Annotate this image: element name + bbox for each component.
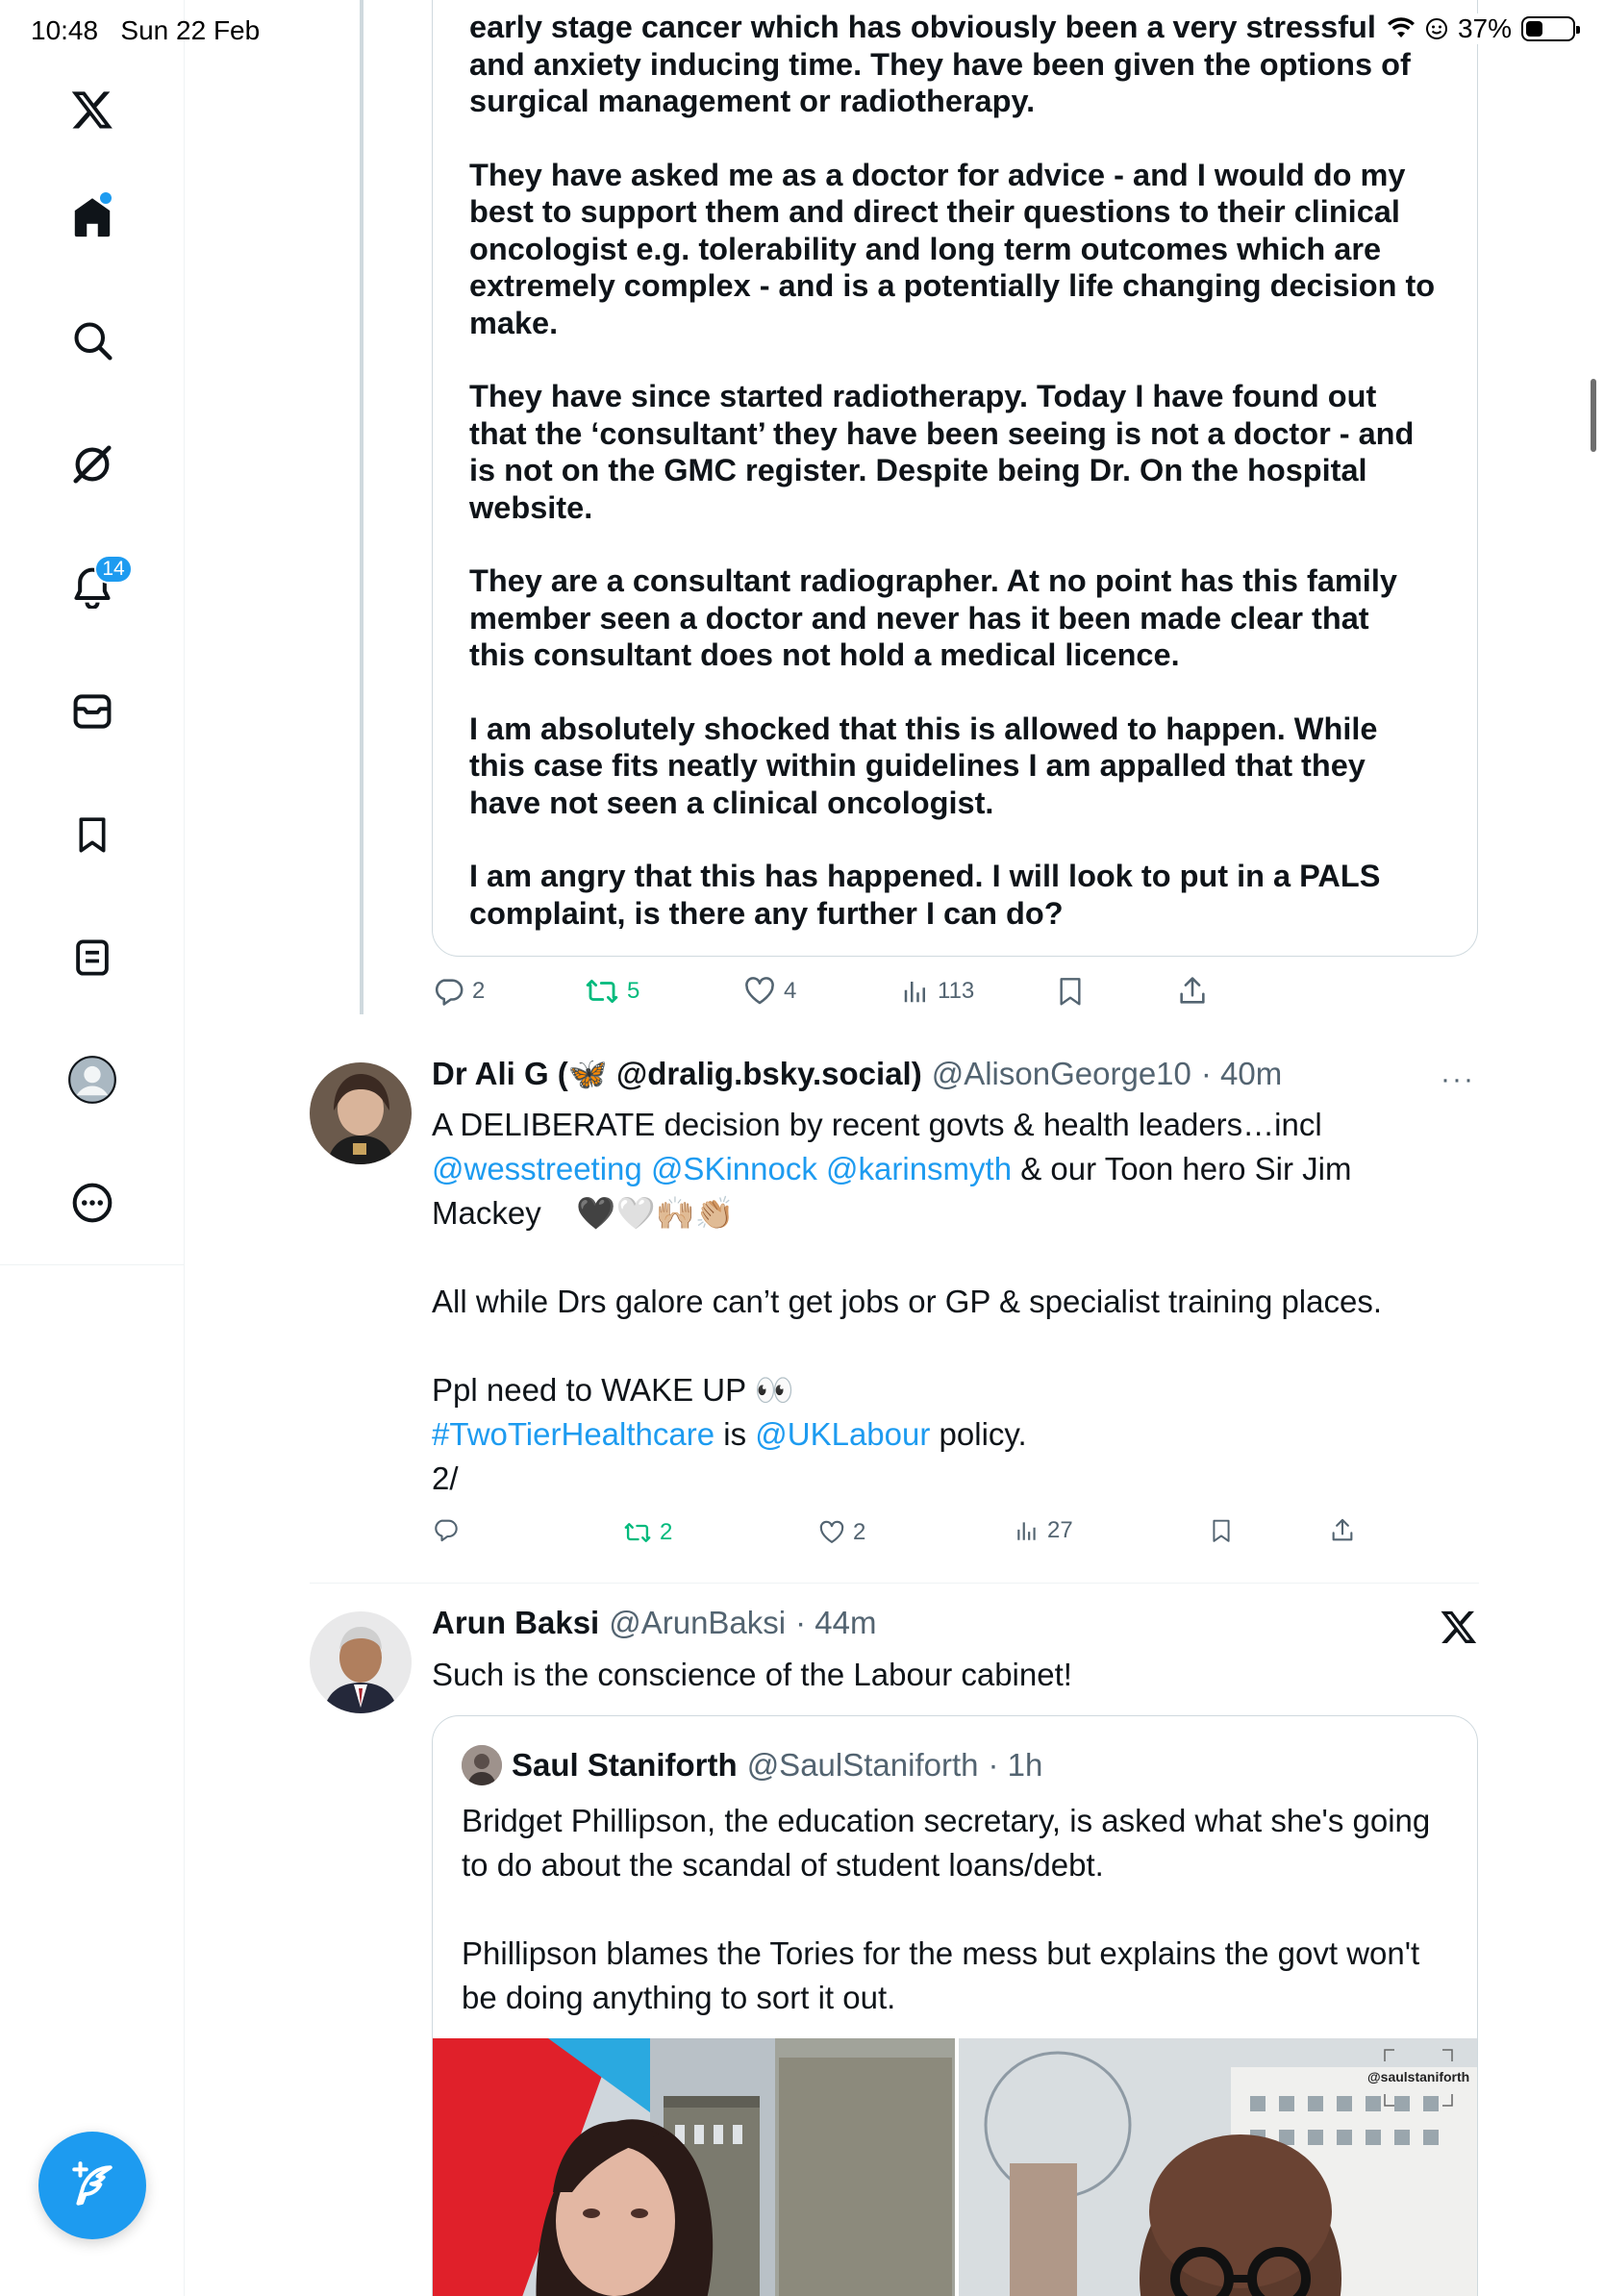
reply-icon (432, 1516, 459, 1543)
mention-link[interactable]: @karinsmyth (826, 1151, 1013, 1186)
timestamp[interactable]: · 44m (795, 1605, 877, 1640)
like-button[interactable]: 2 (818, 1519, 865, 1546)
more-options-icon[interactable]: ··· (1441, 1063, 1475, 1095)
profile-avatar-icon[interactable] (54, 1041, 131, 1118)
lists-icon[interactable] (54, 919, 131, 996)
quoted-post-paragraph: They have since started radiotherapy. Today I have found out that the ‘consultant’ they have been seeing is not a doctor - and is not on the GMC register. Despite being Dr. On the hospital website. (469, 379, 1415, 525)
heart-icon (818, 1519, 845, 1546)
display-name[interactable]: Arun Baksi (432, 1605, 600, 1640)
handle: @SaulStaniforth (746, 1747, 979, 1783)
tweet-text: A DELIBERATE decision by recent govts & health leaders…incl @wesstreeting @SKinnock @karinsmyth & our Toon hero Sir Jim Mackey 🖤🤍🙌🏼👏🏼 All while Drs galore can’t get jobs or GP & specialist training places. Ppl need to WAKE UP 👀 #TwoTierHealthcare is @UKLabour policy. 2/ (432, 1107, 1383, 1496)
quoted-post-paragraph: I am absolutely shocked that this is allowed to happen. While this case fits neatly within guidelines I am appalled that they have not seen a clinical oncologist. (469, 711, 1378, 820)
compose-feather-icon (68, 2161, 116, 2209)
thread-connector-line (360, 0, 363, 1014)
quoted-post-paragraph: They are a consultant radiographer. At no point has this family member seen a doctor and never has it been made clear that this consultant does not hold a medical licence. (469, 563, 1397, 672)
share-icon (1176, 975, 1209, 1008)
mention-link[interactable]: @SKinnock (650, 1151, 817, 1186)
quoted-post-paragraph: early stage cancer which has obviously been a very stressful and anxiety inducing time. They have been given the options of surgical management or radiotherapy. (469, 10, 1411, 118)
battery-icon (1521, 16, 1575, 41)
quoted-post-paragraph: They have asked me as a doctor for advice - and I would do my best to support them and direct their questions to their clinical oncologist e.g. tolerability and long term outcomes which are extremely complex - and is a potentially life changing decision to make. (469, 157, 1436, 340)
hashtag-link[interactable]: #TwoTierHealthcare (432, 1416, 715, 1452)
tweet-header (432, 1605, 876, 1641)
like-button[interactable]: 4 (743, 975, 796, 1008)
post-divider (310, 1583, 1479, 1584)
avatar[interactable] (310, 1611, 412, 1713)
emoji-row: 🖤🤍🙌🏼👏🏼 (576, 1195, 735, 1231)
messages-icon[interactable] (54, 673, 131, 750)
more-options-icon[interactable] (54, 1164, 131, 1241)
notifications-badge: 14 (94, 555, 133, 584)
video-thumbnail[interactable] (433, 2038, 1478, 2296)
scrollbar-thumb[interactable] (1591, 379, 1596, 452)
status-time: 10:48 Sun 22 Feb (31, 15, 261, 45)
display-name: Saul Staniforth (512, 1747, 738, 1783)
reply-button[interactable] (432, 1516, 466, 1543)
battery-percent: 37% (1457, 13, 1512, 43)
x-logo-icon (1440, 1608, 1478, 1651)
tweet-header (432, 1056, 1282, 1093)
repost-icon (585, 975, 619, 1008)
bookmark-icon (1055, 975, 1086, 1008)
compose-post-button[interactable] (38, 2132, 146, 2239)
tweet-text: Such is the conscience of the Labour cabinet! (432, 1657, 1072, 1692)
status-indicators (1381, 13, 1575, 44)
quoted-post-card[interactable] (432, 0, 1478, 957)
quoted-post-text: Bridget Phillipson, the education secretary, is asked what she's going to do about the scandal of student loans/debt. Phillipson blames the Tories for the mess but explains the govt won't be doing anything to sort it out. (462, 1803, 1431, 2015)
notifications-bell-icon[interactable] (54, 549, 131, 626)
video-watermark: @saulstaniforth (1367, 2069, 1470, 2084)
search-icon[interactable] (54, 302, 131, 379)
repost-button[interactable]: 5 (585, 975, 639, 1008)
avatar (462, 1745, 502, 1785)
quoted-post-header (462, 1745, 1042, 1785)
handle[interactable]: @ArunBaksi (609, 1605, 787, 1640)
mention-link[interactable]: @UKLabour (755, 1416, 931, 1452)
views-button[interactable]: 113 (901, 975, 974, 1008)
avatar[interactable] (310, 1062, 412, 1164)
quoted-post-card[interactable] (432, 1715, 1478, 2296)
share-button[interactable] (1176, 975, 1209, 1008)
sidebar-separator (0, 1264, 185, 1265)
quoted-post-paragraph: I am angry that this has happened. I will look to put in a PALS complaint, is there any further I can do? (469, 859, 1381, 931)
bookmark-button[interactable] (1055, 975, 1086, 1008)
reply-button[interactable]: 2 (432, 975, 485, 1008)
timestamp[interactable]: · 40m (1200, 1056, 1283, 1091)
repost-button[interactable]: 2 (623, 1519, 672, 1546)
mention-link[interactable]: @wesstreeting (432, 1151, 642, 1186)
share-button[interactable] (1329, 1517, 1356, 1544)
timestamp: · 1h (988, 1747, 1043, 1783)
reply-icon (432, 975, 464, 1008)
sidebar (0, 0, 185, 2296)
repost-icon (623, 1519, 652, 1546)
display-name[interactable]: Dr Ali G (🦋 @dralig.bsky.social) (432, 1056, 922, 1091)
grok-icon[interactable] (54, 426, 131, 503)
status-bar (0, 0, 1604, 60)
views-chart-icon (901, 975, 930, 1008)
views-button[interactable]: 27 (1015, 1517, 1073, 1544)
heart-icon (743, 975, 776, 1008)
home-icon[interactable] (54, 179, 131, 256)
wifi-icon (1387, 17, 1416, 40)
bookmark-icon (1209, 1517, 1234, 1544)
bookmarks-icon[interactable] (54, 796, 131, 873)
bookmark-button[interactable] (1209, 1517, 1234, 1544)
share-icon (1329, 1517, 1356, 1544)
views-chart-icon (1015, 1517, 1040, 1544)
handle[interactable]: @AlisonGeorge10 (931, 1056, 1191, 1091)
focus-smiley-icon (1425, 17, 1448, 40)
x-logo-icon[interactable] (54, 71, 131, 148)
home-unread-dot (100, 192, 112, 204)
